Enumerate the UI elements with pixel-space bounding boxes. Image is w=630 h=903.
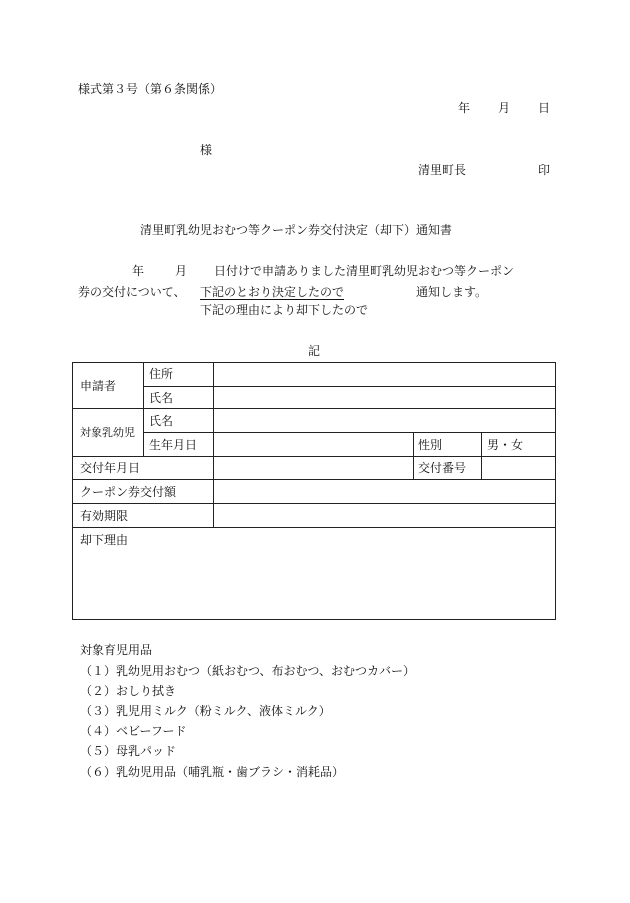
list-item: （１）乳幼児用おむつ（紙おむつ、布おむつ、おむつカバー）	[80, 664, 416, 678]
address-label: 住所	[149, 367, 174, 381]
coupon-amount-label: クーポン券交付額	[80, 485, 177, 499]
form-number: 様式第３号（第６条関係）	[78, 82, 223, 96]
body-line2-tail: 通知します。	[416, 285, 488, 299]
recipient-suffix: 様	[200, 143, 213, 157]
applicant-name-label: 氏名	[149, 391, 174, 405]
row-line	[143, 386, 556, 387]
birthdate-label: 生年月日	[149, 438, 198, 452]
date-month-label: 月	[498, 101, 511, 115]
body-line2-head: 券の交付について、	[78, 285, 186, 299]
validity-label: 有効期限	[80, 509, 129, 523]
col-line	[413, 432, 414, 479]
date-year-label: 年	[458, 101, 471, 115]
col-line	[143, 363, 144, 456]
list-item: （５）母乳パッド	[80, 744, 177, 758]
gender-value: 男・女	[487, 438, 524, 452]
ki-heading: 記	[308, 344, 321, 358]
row-line	[73, 503, 556, 504]
issue-date-label: 交付年月日	[80, 461, 141, 475]
reject-reason-label: 却下理由	[80, 533, 129, 547]
items-heading: 対象育児用品	[80, 643, 153, 657]
child-name-label: 氏名	[149, 414, 174, 428]
body-line1: 日付けで申請ありました清里町乳幼児おむつ等クーポン	[214, 264, 515, 278]
list-item: （３）乳児用ミルク（粉ミルク、液体ミルク）	[80, 704, 331, 718]
document-title: 清里町乳幼児おむつ等クーポン券交付決定（却下）通知書	[140, 223, 453, 237]
row-line	[73, 479, 556, 480]
decision-table	[72, 362, 556, 620]
col-line	[481, 432, 482, 479]
row-line	[73, 408, 556, 409]
issuer-name: 清里町長	[418, 163, 467, 177]
row-line	[73, 456, 556, 457]
list-item: （２）おしり拭き	[80, 684, 177, 698]
row-line	[143, 432, 556, 433]
option-approve: 下記のとおり決定したので	[200, 285, 345, 299]
body-year: 年	[132, 264, 145, 278]
list-item: （６）乳幼児用品（哺乳瓶・歯ブラシ・消耗品）	[80, 765, 345, 779]
row-line	[73, 527, 556, 528]
seal-mark: 印	[538, 163, 551, 177]
date-day-label: 日	[538, 101, 551, 115]
body-month: 月	[175, 264, 188, 278]
applicant-label: 申請者	[80, 379, 117, 393]
gender-label: 性別	[418, 438, 443, 452]
col-line	[213, 363, 214, 527]
issue-number-label: 交付番号	[418, 461, 467, 475]
child-label: 対象乳幼児	[80, 426, 135, 439]
option-reject: 下記の理由により却下したので	[200, 303, 369, 317]
list-item: （４）ベビーフード	[80, 724, 187, 738]
